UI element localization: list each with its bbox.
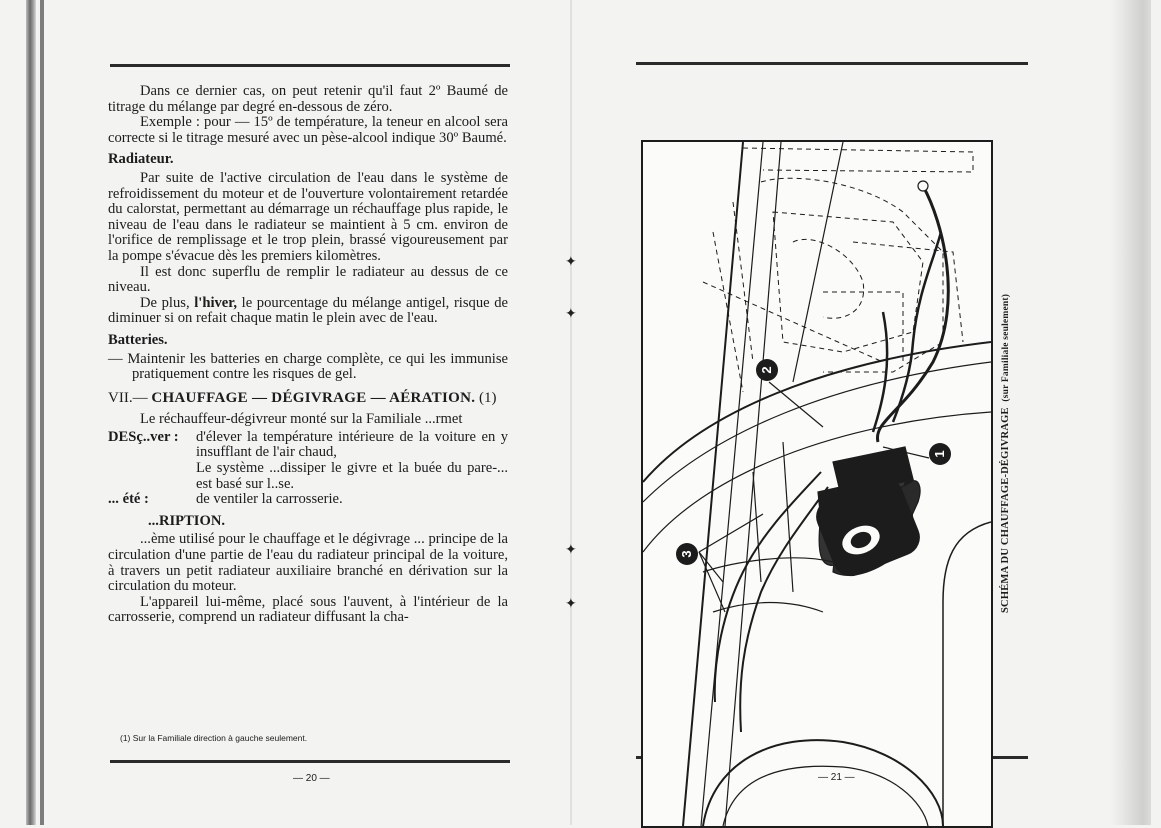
list-item	[108, 430, 508, 461]
callout-2: 2	[759, 366, 774, 374]
heater-diagram-drawing	[643, 142, 991, 826]
paragraph: ...ème utilisé pour le chauffage et le dégivrage ... principe de la circulation d'une partie de l'eau du radiateur principal de la voiture, à travers un petit radiateur auxiliaire branché en dérivation sur la circulation du moteur.	[108, 531, 508, 595]
section-note: (1)	[479, 389, 497, 406]
section-title-text: CHAUFFAGE — DÉGIVRAGE — AÉRATION.	[151, 389, 476, 406]
binding-mark: ✦	[565, 307, 577, 322]
caption-sub: (sur Familiale seulement)	[1001, 293, 1011, 402]
list-item-text: d'élever la température intérieure de la voiture en y insufflant de l'air chaud,	[196, 428, 508, 461]
intro-paragraph: Le réchauffeur-dégivreur monté sur la Familiale ...rmet	[140, 411, 463, 428]
right-page-edge	[1111, 0, 1151, 825]
list-item-key	[108, 461, 188, 492]
footnote: (1) Sur la Familiale direction à gauche seulement.	[120, 733, 308, 743]
section-number: VII.—	[108, 389, 148, 406]
diagram-caption	[1000, 294, 1011, 613]
radiateur-heading: Radiateur.	[108, 151, 174, 168]
left-binding-shadow	[40, 0, 44, 825]
center-gutter	[570, 0, 572, 825]
callout-1: 1	[932, 450, 947, 458]
right-top-rule	[636, 62, 1028, 65]
left-top-rule	[110, 64, 510, 67]
binding-mark: ✦	[565, 543, 577, 558]
paragraph: Dans ce dernier cas, on peut retenir qu'il faut 2º Baumé de titrage du mélange par degré en-dessous de zéro.	[108, 83, 508, 115]
paragraph: L'appareil lui-même, placé sous l'auvent, à l'intérieur de la carrosserie, comprend un radiateur diffusant la cha-	[108, 593, 508, 626]
list-item	[108, 461, 508, 492]
paragraph: Il est donc superflu de remplir le radiateur au dessus de ce niveau.	[108, 263, 508, 296]
binding-mark: ✦	[565, 255, 577, 270]
left-binding-edge	[26, 0, 36, 825]
callout-3: 3	[679, 550, 694, 558]
list-item-text: Le système ...dissiper le givre et la buée du pare-... est basé sur l..se.	[196, 460, 508, 492]
list-item	[108, 492, 508, 508]
right-page-number: — 21 —	[818, 772, 855, 783]
paragraph: Par suite de l'active circulation de l'eau dans le système de refroidissement du moteur et de l'ouverture volontairement retardée du calorstat, permettant au démarrage un réchauffage plus rapide, le niveau de l'eau dans le radiateur se maintient à 5 cm. environ de l'orifice de remplissage et le trop plein, brassé vigoureusement par la pompe s'évacue dès les premiers kilomètres.	[108, 169, 508, 264]
list-item-key: DESç..ver :	[108, 428, 179, 445]
section-title	[108, 391, 508, 407]
hiver-bold: l'hiver,	[194, 294, 238, 311]
list-item-key: ... été :	[108, 491, 149, 508]
description-heading: ...RIPTION.	[148, 512, 226, 529]
left-bottom-rule	[110, 760, 510, 763]
batteries-heading: Batteries.	[108, 331, 168, 348]
left-page-number: — 20 —	[293, 773, 330, 784]
heater-diagram	[641, 140, 993, 828]
binding-mark: ✦	[565, 597, 577, 612]
paragraph: Exemple : pour — 15º de température, la teneur en alcool sera correcte si le titrage mesuré avec un pèse-alcool indique 30º Baumé.	[108, 114, 508, 146]
batteries-item: — Maintenir les batteries en charge complète, ce qui les immunise pratiquement contre les risques de gel.	[108, 350, 508, 383]
hiver-text-after: le pourcentage du mélange antigel, risque de diminuer si on refait chaque matin le plein avec de l'eau.	[108, 294, 508, 327]
function-list	[108, 430, 508, 508]
hiver-text-before: De plus,	[140, 294, 195, 311]
caption-main: SCHÉMA DU CHAUFFAGE-DÉGIVRAGE	[1000, 407, 1011, 613]
left-page-text	[108, 84, 508, 626]
hiver-paragraph	[108, 296, 508, 327]
list-item-text: de ventiler la carrosserie.	[196, 491, 343, 508]
